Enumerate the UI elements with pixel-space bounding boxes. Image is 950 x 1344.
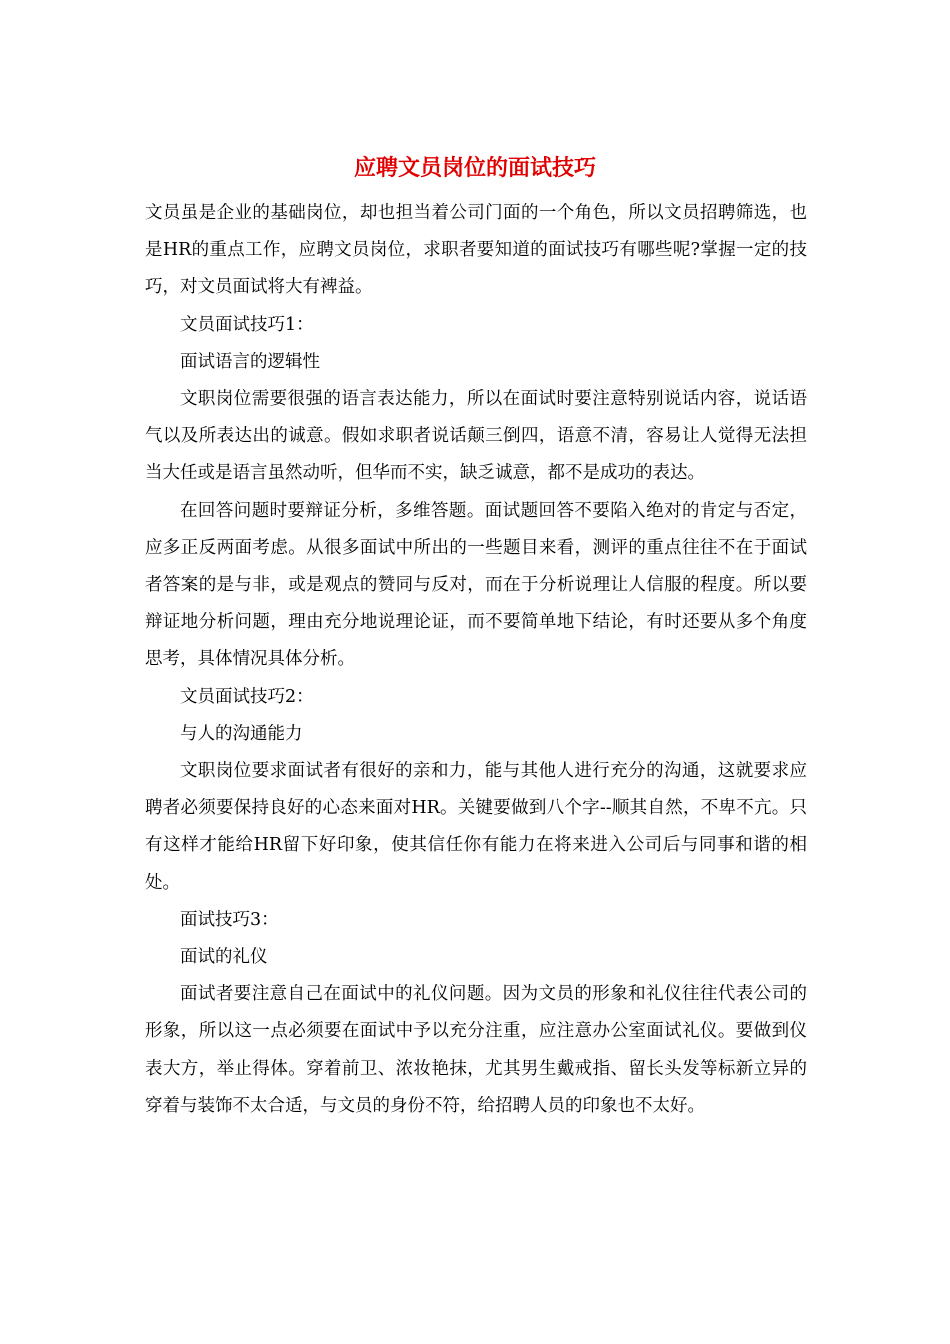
tip-3-heading: 面试技巧3： <box>180 909 279 930</box>
tip-3-paragraph: 面试者要注意自己在面试中的礼仪问题。因为文员的形象和礼仪往往代表公司的形象，所以这一点必须要在面试中予以充分注重，应注意办公室面试礼仪。要做到仪表大方，举止得体。穿着前卫、浓妆艳抹，尤其男生戴戒指、留长头发等标新立异的穿着与装饰不太合适，与文员的身份不符，给招聘人员的印象也不太好。 <box>145 984 807 1116</box>
tip-2-paragraph: 文职岗位要求面试者有很好的亲和力，能与其他人进行充分的沟通，这就要求应聘者必须要保持良好的心态来面对HR。关键要做到八个字--顺其自然，不卑不亢。只有这样才能给HR留下好印象，使其信任你有能力在将来进入公司后与同事和谐的相处。 <box>145 761 807 893</box>
document-body <box>145 195 807 1125</box>
tip-1-paragraph-2: 在回答问题时要辩证分析，多维答题。面试题回答不要陷入绝对的肯定与否定，应多正反两面考虑。从很多面试中所出的一些题目来看，测评的重点往往不在于面试者答案的是与非，或是观点的赞同与反对，而在于分析说理让人信服的程度。所以要辩证地分析问题，理由充分地说理论证，而不要简单地下结论，有时还要从多个角度思考，具体情况具体分析。 <box>145 500 807 670</box>
tip-1-subtitle: 面试语言的逻辑性 <box>180 351 320 372</box>
tip-2-heading: 文员面试技巧2： <box>180 686 314 707</box>
tip-1-heading: 文员面试技巧1： <box>180 314 314 335</box>
intro-paragraph: 文员虽是企业的基础岗位，却也担当着公司门面的一个角色，所以文员招聘筛选，也是HR的重点工作，应聘文员岗位，求职者要知道的面试技巧有哪些呢?掌握一定的技巧，对文员面试将大有裨益。 <box>145 203 807 298</box>
tip-3-subtitle: 面试的礼仪 <box>180 947 268 968</box>
tip-2-subtitle: 与人的沟通能力 <box>180 723 303 744</box>
document-title: 应聘文员岗位的面试技巧 <box>353 155 596 181</box>
tip-1-paragraph-1: 文职岗位需要很强的语言表达能力，所以在面试时要注意特别说话内容，说话语气以及所表达出的诚意。假如求职者说话颠三倒四，语意不清，容易让人觉得无法担当大任或是语言虽然动听，但华而不实，缺乏诚意，都不是成功的表达。 <box>145 389 807 484</box>
